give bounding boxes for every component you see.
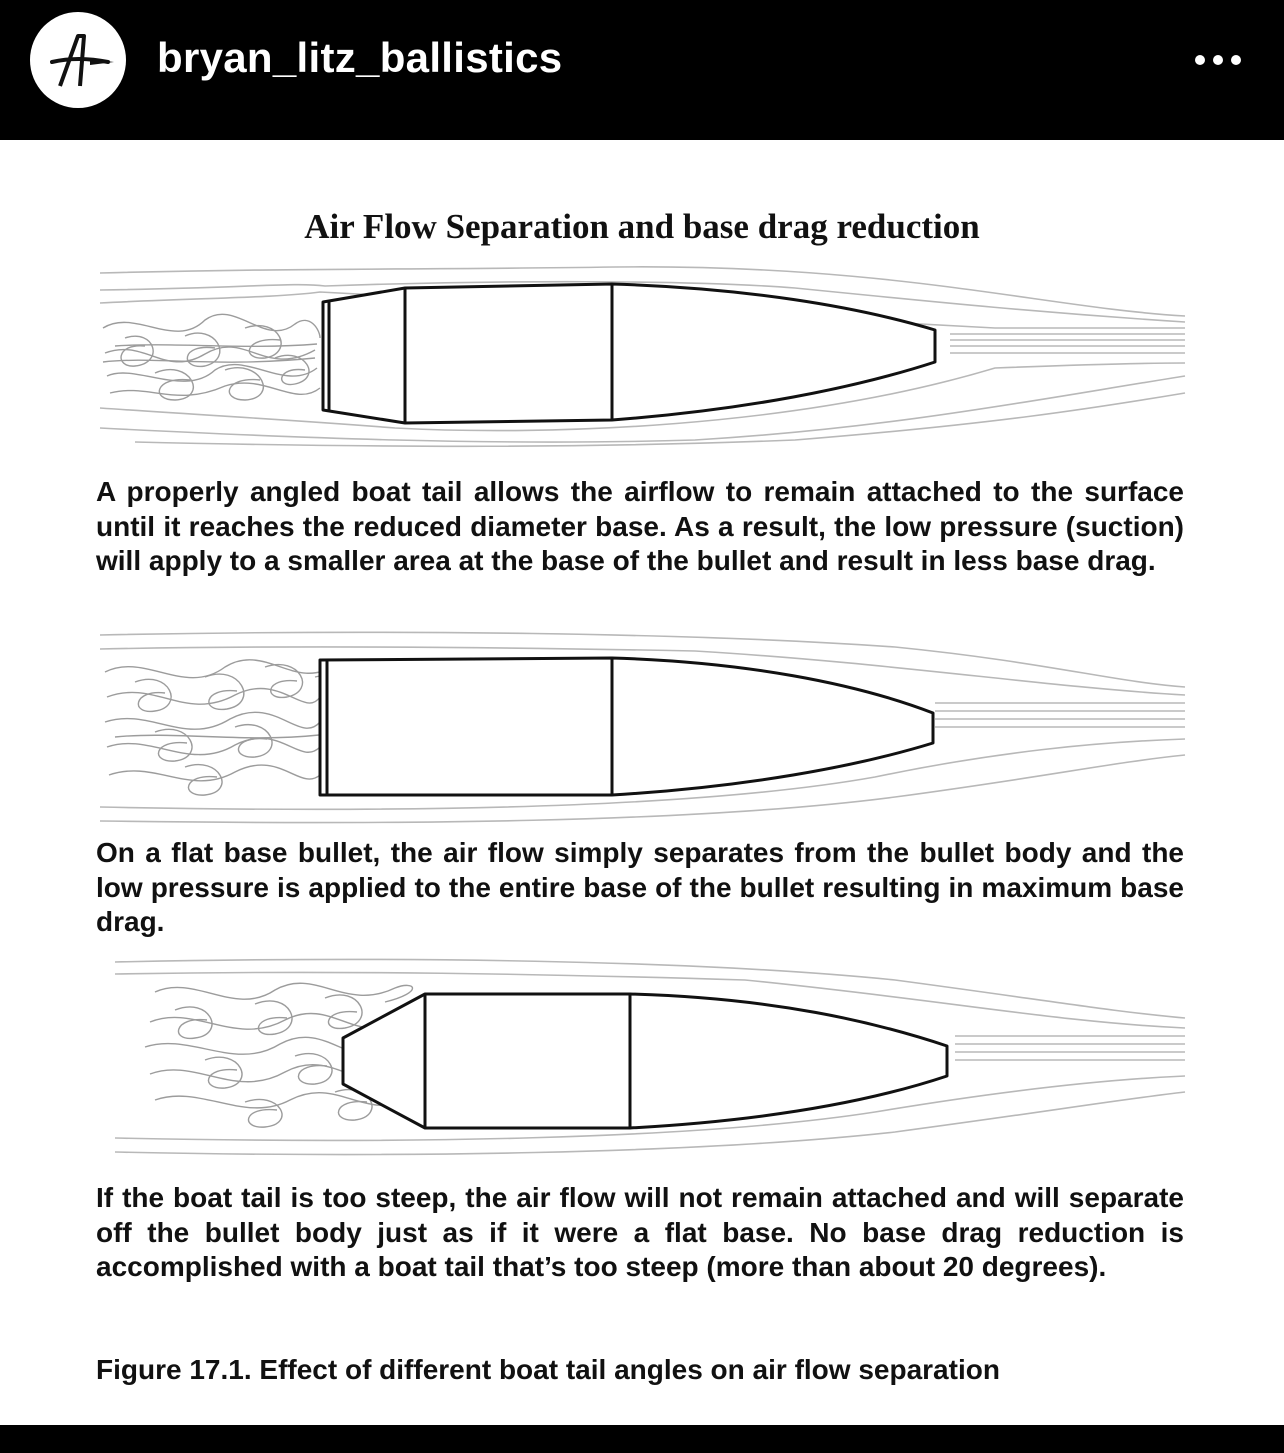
turbulent-wake bbox=[103, 314, 320, 400]
bullet-outline bbox=[320, 658, 933, 795]
diagram-proper-boat-tail bbox=[95, 258, 1190, 450]
description-steep-boat-tail: If the boat tail is too steep, the air flow will not remain attached and will separate off the bullet body just as if it were a flat base. No base drag reduction is accomplished with a boat tail that’s too steep (more than about 20 degrees). bbox=[96, 1182, 1184, 1282]
figure-title: Air Flow Separation and base drag reduction bbox=[304, 207, 980, 246]
bottom-bar bbox=[0, 1425, 1284, 1453]
diagram-steep-boat-tail bbox=[95, 952, 1190, 1162]
description-proper-boat-tail: A properly angled boat tail allows the airflow to remain attached to the surface until it reaches the reduced diameter base. As a result, the low pressure (suction) will apply to a smaller area at the base of the bullet and result in less base drag. bbox=[96, 476, 1184, 576]
profile-username[interactable]: bryan_litz_ballistics bbox=[157, 34, 563, 81]
turbulent-wake bbox=[105, 660, 351, 795]
more-options-icon[interactable] bbox=[1188, 46, 1248, 74]
bullet-outline bbox=[323, 284, 935, 423]
diagram-flat-base bbox=[95, 627, 1190, 827]
bullet-outline bbox=[343, 994, 947, 1128]
figure-caption: Figure 17.1. Effect of different boat tail angles on air flow separation bbox=[96, 1354, 1000, 1385]
avatar[interactable] bbox=[30, 12, 126, 108]
post-header bbox=[0, 0, 1284, 140]
litz-logo-icon bbox=[30, 12, 126, 108]
description-flat-base: On a flat base bullet, the air flow simply separates from the bullet body and the low pressure is applied to the entire base of the bullet resulting in maximum base drag. bbox=[96, 837, 1184, 937]
